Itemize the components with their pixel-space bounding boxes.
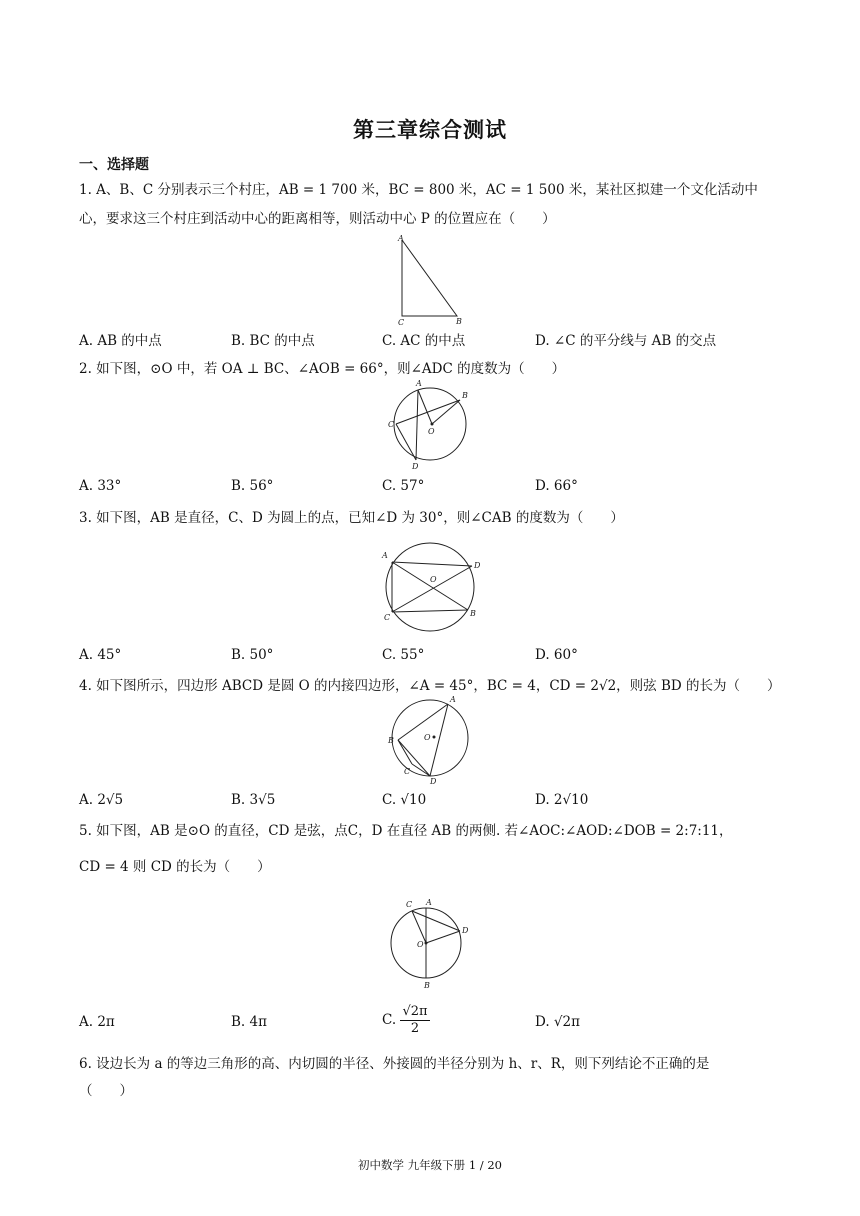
q4-label-a: A	[450, 695, 456, 704]
page-footer: 初中数学 九年级下册 1 / 20	[358, 1158, 502, 1172]
q5-line2: CD = 4 则 CD 的长为（ ）	[79, 859, 271, 875]
q4-label-b: B	[388, 736, 394, 745]
q3-circle-figure	[372, 540, 488, 636]
q2-text: 2. 如下图，⊙O 中，若 OA ⊥ BC、∠AOB = 66°，则∠ADC 的度数为（ ）	[79, 361, 566, 377]
q4-option-d[interactable]: D. 2√10	[535, 792, 589, 808]
q1-label-b: B	[456, 317, 462, 326]
q1-line2: 心，要求这三个村庄到活动中心的距离相等，则活动中心 P 的位置应在（ ）	[79, 211, 556, 227]
q5-option-b[interactable]: B. 4π	[231, 1014, 267, 1030]
q3-label-o: O	[430, 575, 437, 584]
q5-option-c-fraction	[400, 1004, 429, 1037]
q2-option-b[interactable]: B. 56°	[231, 478, 274, 494]
q3-label-b: B	[470, 609, 476, 618]
q2-label-c: C	[388, 420, 395, 429]
q2-option-d[interactable]: D. 66°	[535, 478, 578, 494]
q6-line2: （ ）	[79, 1083, 133, 1099]
q2-label-b: B	[462, 391, 468, 400]
q5-option-c-denominator: 2	[410, 1021, 420, 1036]
q5-label-a: A	[426, 898, 432, 907]
q5-label-c: C	[406, 900, 413, 909]
q3-label-a: A	[382, 551, 388, 560]
q1-line1: 1. A、B、C 分别表示三个村庄，AB = 1 700 米，BC = 800 米，AC = 1 500 米，某社区拟建一个文化活动中	[79, 182, 758, 198]
q4-circle-figure	[382, 692, 482, 786]
q1-triangle-figure	[390, 232, 470, 327]
q2-label-d: D	[412, 462, 419, 470]
q3-option-c[interactable]: C. 55°	[382, 647, 425, 663]
q4-option-c[interactable]: C. √10	[382, 792, 427, 808]
q3-option-d[interactable]: D. 60°	[535, 647, 578, 663]
q3-option-a[interactable]: A. 45°	[79, 647, 122, 663]
page-title: 第三章综合测试	[353, 118, 507, 142]
q5-option-d[interactable]: D. √2π	[535, 1014, 580, 1030]
q2-circle-figure	[380, 378, 480, 470]
q4-label-c: C	[404, 767, 411, 776]
q2-option-c[interactable]: C. 57°	[382, 478, 425, 494]
q2-option-a[interactable]: A. 33°	[79, 478, 122, 494]
q5-label-o: O	[417, 940, 424, 949]
q1-option-c[interactable]: C. AC 的中点	[382, 333, 466, 349]
q5-circle-figure	[388, 895, 472, 991]
q1-label-c: C	[398, 318, 405, 327]
q6-line1: 6. 设边长为 a 的等边三角形的高、内切圆的半径、外接圆的半径分别为 h、r、R，则下列结论不正确的是	[79, 1056, 710, 1072]
q1-option-a[interactable]: A. AB 的中点	[79, 333, 162, 349]
q3-option-b[interactable]: B. 50°	[231, 647, 274, 663]
q1-option-b[interactable]: B. BC 的中点	[231, 333, 315, 349]
q3-label-d: D	[474, 561, 481, 570]
section-heading: 一、选择题	[79, 157, 149, 173]
q5-label-d: D	[462, 926, 469, 935]
q5-label-b: B	[424, 981, 430, 990]
q4-option-b[interactable]: B. 3√5	[231, 792, 276, 808]
q4-text: 4. 如下图所示，四边形 ABCD 是圆 O 的内接四边形，∠A = 45°，BC = 4，CD = 2√2，则弦 BD 的长为（ ）	[79, 678, 781, 694]
q1-option-d[interactable]: D. ∠C 的平分线与 AB 的交点	[535, 333, 717, 349]
q2-label-a: A	[416, 379, 422, 388]
q4-label-o: O	[424, 733, 431, 742]
q5-line1: 5. 如下图，AB 是⊙O 的直径，CD 是弦，点C，D 在直径 AB 的两侧. 若∠AOC:∠AOD:∠DOB = 2:7:11，	[79, 823, 733, 839]
q5-option-c-numerator: √2π	[402, 1004, 428, 1019]
q5-option-a[interactable]: A. 2π	[79, 1014, 115, 1030]
q5-option-c[interactable]	[382, 1004, 430, 1037]
q3-label-c: C	[384, 613, 391, 622]
q5-option-c-label: C.	[382, 1012, 397, 1028]
q1-label-a: A	[398, 234, 404, 243]
q2-label-o: O	[428, 427, 435, 436]
q4-option-a[interactable]: A. 2√5	[79, 792, 124, 808]
q3-text: 3. 如下图，AB 是直径，C、D 为圆上的点，已知∠D 为 30°，则∠CAB 的度数为（ ）	[79, 510, 624, 526]
q4-label-d: D	[430, 777, 437, 786]
